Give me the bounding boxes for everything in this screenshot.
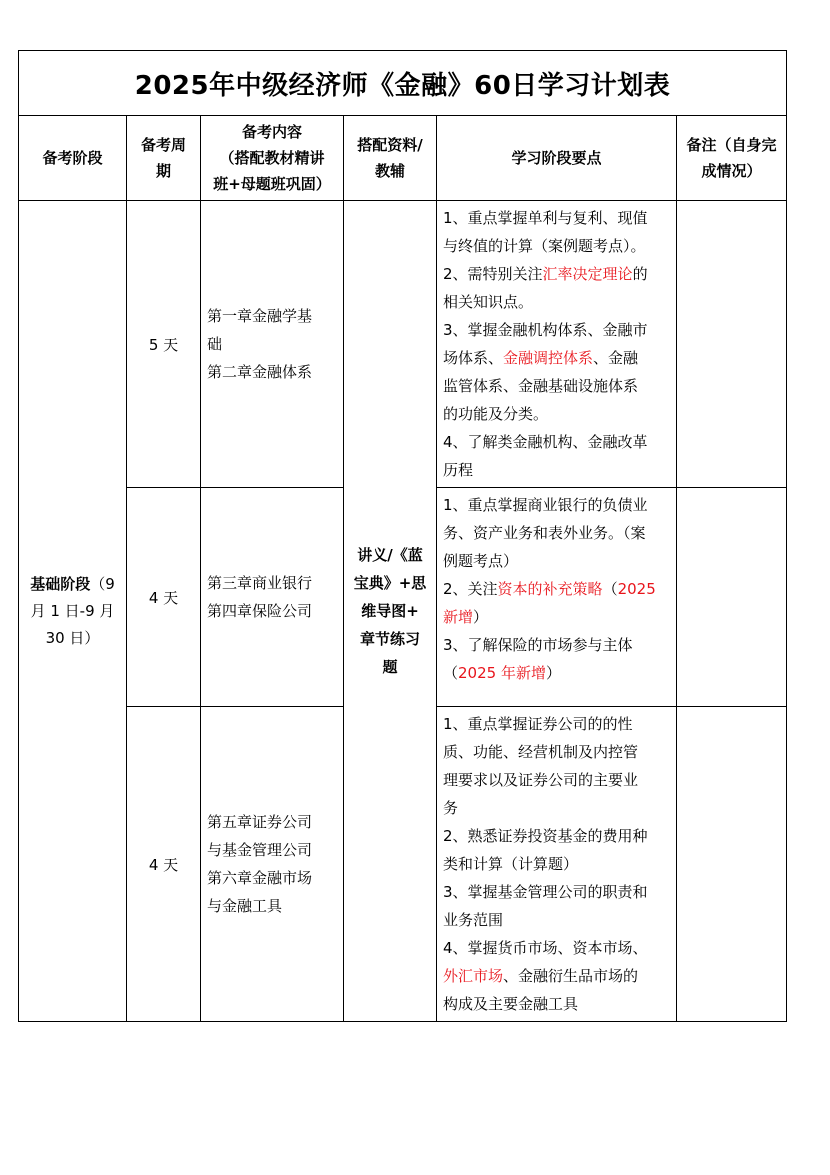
point-line: 新增） <box>443 608 489 626</box>
chapter-line: 第一章金融学基 <box>207 307 313 325</box>
point-line: 4、了解类金融机构、金融改革 <box>443 433 648 451</box>
material-line: 维导图+ <box>361 602 419 620</box>
chapter-line: 第四章保险公司 <box>207 602 313 620</box>
chapter-line: 第五章证券公司 <box>207 813 313 831</box>
study-plan-table <box>18 50 787 1022</box>
highlight-text: 2025 <box>617 580 656 598</box>
chapter-line: 与金融工具 <box>207 897 283 915</box>
header-note-line2: 成情况） <box>701 162 762 180</box>
chapter-line: 础 <box>207 335 223 353</box>
material-line: 宝典》+思 <box>353 574 427 592</box>
header-material-line2: 教辅 <box>374 162 405 180</box>
header-content-line3: 班+母题班巩固） <box>213 175 331 193</box>
header-material-line1: 搭配资料/ <box>357 136 423 154</box>
point-line: 监管体系、金融基础设施体系 <box>443 377 639 395</box>
point-line: 相关知识点。 <box>443 293 534 311</box>
point-line: （2025 年新增） <box>443 664 561 682</box>
stage-range-a: （9 <box>90 574 115 593</box>
chapter-line: 第二章金融体系 <box>207 363 313 381</box>
point-line: 外汇市场、金融衍生品市场的 <box>443 967 639 985</box>
point-line: 质、功能、经营机制及内控管 <box>443 743 639 761</box>
point-line: 2、熟悉证券投资基金的费用种 <box>443 827 648 845</box>
point-line: 3、了解保险的市场参与主体 <box>443 636 633 654</box>
table-row <box>19 201 787 488</box>
point-line: 的功能及分类。 <box>443 405 549 423</box>
chapter-line: 第六章金融市场 <box>207 869 313 887</box>
material-line: 讲义/《蓝 <box>357 546 423 564</box>
stage-range-c: 30 日） <box>45 628 100 647</box>
header-content <box>201 116 344 201</box>
header-stage: 备考阶段 <box>19 116 127 201</box>
points-cell <box>437 201 677 488</box>
point-line: 1、重点掌握单利与复利、现值 <box>443 209 648 227</box>
note-cell[interactable] <box>677 201 787 488</box>
page-title: 2025年中级经济师《金融》60日学习计划表 <box>19 51 787 116</box>
point-line: 务、资产业务和表外业务。（案 <box>443 524 646 542</box>
highlight-text: 2025 年新增 <box>458 664 546 682</box>
points-cell <box>437 488 677 707</box>
header-period <box>127 116 201 201</box>
point-line: 与终值的计算（案例题考点）。 <box>443 237 646 255</box>
point-line: 理要求以及证券公司的主要业 <box>443 771 639 789</box>
material-line: 题 <box>382 658 398 676</box>
highlight-text: 资本的补充策略 <box>497 580 603 598</box>
stage-cell <box>19 201 127 1022</box>
point-line: 场体系、金融调控体系、金融 <box>443 349 639 367</box>
header-period-line2: 期 <box>155 162 171 180</box>
point-line: 1、重点掌握证券公司的的性 <box>443 715 633 733</box>
point-line: 3、掌握基金管理公司的职责和 <box>443 883 648 901</box>
highlight-text: 新增 <box>443 608 474 626</box>
stage-name: 基础阶段 <box>30 574 91 593</box>
header-points: 学习阶段要点 <box>437 116 677 201</box>
point-line: 4、掌握货币市场、资本市场、 <box>443 939 648 957</box>
header-row <box>19 116 787 201</box>
note-cell[interactable] <box>677 707 787 1022</box>
highlight-text: 金融调控体系 <box>503 349 594 367</box>
chapters-cell <box>201 488 344 707</box>
material-line: 章节练习 <box>359 630 420 648</box>
header-note-line1: 备注（自身完 <box>686 136 777 154</box>
point-line: 2、关注资本的补充策略（2025 <box>443 580 656 598</box>
header-period-line1: 备考周 <box>140 136 186 154</box>
point-line: 类和计算（计算题） <box>443 855 579 873</box>
chapter-line: 与基金管理公司 <box>207 841 313 859</box>
period-cell: 4 天 <box>127 488 201 707</box>
period-cell: 5 天 <box>127 201 201 488</box>
points-cell <box>437 707 677 1022</box>
header-material <box>344 116 437 201</box>
header-note <box>677 116 787 201</box>
point-line: 构成及主要金融工具 <box>443 995 579 1013</box>
note-cell[interactable] <box>677 488 787 707</box>
material-cell <box>344 201 437 1022</box>
point-line: 3、掌握金融机构体系、金融市 <box>443 321 648 339</box>
chapters-cell <box>201 201 344 488</box>
point-line: 例题考点） <box>443 552 519 570</box>
point-line: 1、重点掌握商业银行的负债业 <box>443 496 648 514</box>
chapter-line: 第三章商业银行 <box>207 574 313 592</box>
stage-range-b: 月 1 日-9 月 <box>30 601 115 620</box>
study-plan-sheet <box>18 50 786 1022</box>
header-content-line2: （搭配教材精讲 <box>219 149 325 167</box>
point-line: 务 <box>443 799 459 817</box>
highlight-text: 外汇市场 <box>443 967 504 985</box>
highlight-text: 汇率决定理论 <box>542 265 633 283</box>
point-line: 2、需特别关注汇率决定理论的 <box>443 265 648 283</box>
header-content-line1: 备考内容 <box>241 123 302 141</box>
chapters-cell <box>201 707 344 1022</box>
point-line: 历程 <box>443 461 474 479</box>
period-cell: 4 天 <box>127 707 201 1022</box>
point-line: 业务范围 <box>443 911 504 929</box>
